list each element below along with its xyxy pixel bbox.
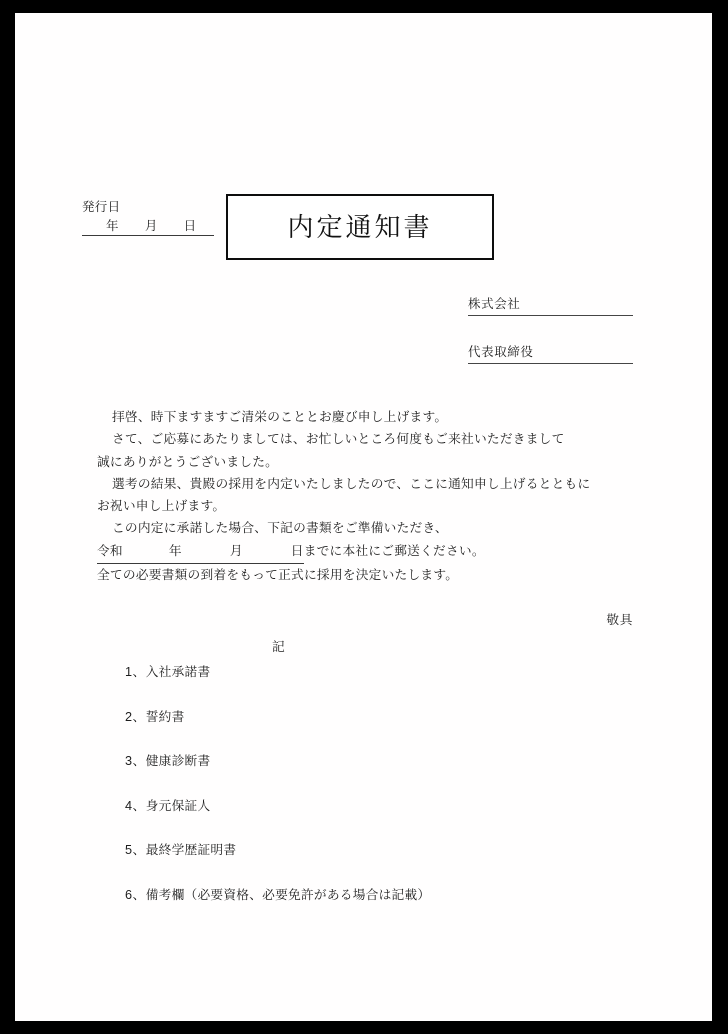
list-item-label: 入社承諾書 [145,665,211,679]
body-deadline-line [97,540,642,564]
issue-date-fields[interactable] [82,217,214,236]
list-item-number: 1、 [125,665,146,679]
body-greeting: 拝啓、時下ますますご清栄のこととお慶び申し上げます。 [112,410,448,424]
title-box [226,194,494,260]
representative-row [15,343,712,364]
list-item [125,663,645,708]
list-item-label: 健康診断書 [145,754,211,768]
deadline-year-unit: 年 [168,543,182,558]
list-item-number: 4、 [125,798,146,813]
representative-name-field[interactable]: 代表取締役 [468,343,633,364]
list-item-label: 備考欄（必要資格、必要免許がある場合は記載） [145,887,431,902]
list-item [125,886,645,931]
list-item [125,708,645,753]
list-item-label: 誓約書 [145,709,185,724]
document-header [15,13,712,273]
issue-date-month-unit: 月 [144,219,158,233]
list-item [125,797,645,842]
list-item-number: 6、 [125,887,146,902]
list-item-label: 身元保証人 [145,798,211,813]
deadline-date-field[interactable] [97,540,304,564]
deadline-day-unit: 日 [290,543,304,558]
list-item-label: 最終学歴証明書 [145,843,237,857]
issue-date-day-unit: 日 [183,219,197,233]
issue-date-block [82,199,214,236]
body-final-note: 全ての必要書類の到着をもって正式に採用を決定いたします。 [97,568,459,583]
body-thanks-line-2: 誠にありがとうございました。 [97,454,279,469]
body-thanks-line-1: さて、ご応募にあたりましては、お忙しいところ何度もご来社いただきまして [112,432,565,447]
list-item [125,752,645,797]
company-name-field[interactable]: 株式会社 [468,295,633,316]
company-name-row [15,295,712,316]
deadline-tail-text: までに本社にご郵送ください。 [303,543,485,558]
required-documents-list [125,663,645,930]
deadline-era: 令和 [97,543,123,558]
list-item [125,841,645,886]
body-result-line-2: お祝い申し上げます。 [97,499,226,514]
list-item-number: 2、 [125,709,146,724]
body-result-line-1: 選考の結果、貴殿の採用を内定いたしましたので、ここに通知申し上げるとともに [112,476,591,491]
list-item-number: 5、 [125,843,146,857]
body-documents-request: この内定に承諾した場合、下記の書類をご準備いただき、 [112,521,448,536]
issue-date-year-unit: 年 [106,219,119,233]
list-item-number: 3、 [125,754,146,768]
issue-date-label: 発行日 [82,200,121,214]
signature-block [15,295,712,364]
deadline-month-unit: 月 [229,543,243,558]
document-body [97,406,642,658]
body-subject-marker: 記 [272,639,285,654]
page-title: 内定通知書 [287,212,433,242]
document-page [15,13,712,1021]
body-closing: 敬具 [606,612,633,627]
